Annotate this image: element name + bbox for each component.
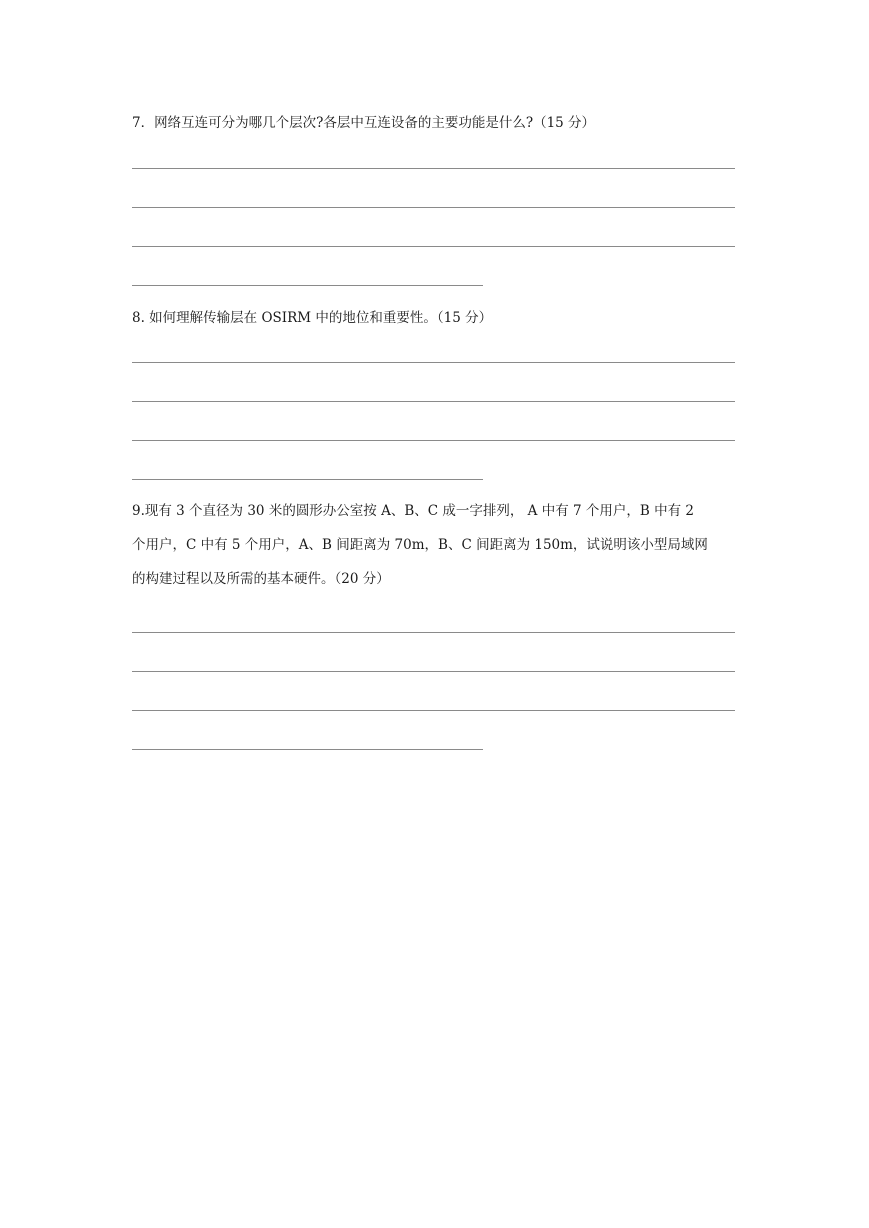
answer-line xyxy=(132,246,735,247)
question-9-text-line-2: 个用户，C 中有 5 个用户，A、B 间距离为 70m，B、C 间距离为 150m，试说明该小型局域网 xyxy=(132,537,708,553)
answer-line xyxy=(132,285,483,286)
question-9 xyxy=(132,494,742,596)
answer-line xyxy=(132,749,483,750)
question-7-text: 7．网络互连可分为哪几个层次?各层中互连设备的主要功能是什么?（15 分） xyxy=(132,115,596,131)
answer-line xyxy=(132,401,735,402)
answer-line xyxy=(132,168,735,169)
answer-line xyxy=(132,479,483,480)
answer-line xyxy=(132,207,735,208)
question-8 xyxy=(132,301,742,335)
answer-line xyxy=(132,632,735,633)
answer-line xyxy=(132,440,735,441)
question-9-text-line-1: 9.现有 3 个直径为 30 米的圆形办公室按 A、B、C 成一字排列， A 中有 7 个用户，B 中有 2 xyxy=(132,503,694,519)
answer-line xyxy=(132,710,735,711)
answer-line xyxy=(132,671,735,672)
question-8-text: 8. 如何理解传输层在 OSIRM 中的地位和重要性。（15 分） xyxy=(132,310,493,326)
question-7 xyxy=(132,106,742,140)
question-9-text-line-3: 的构建过程以及所需的基本硬件。（20 分） xyxy=(132,571,390,587)
answer-line xyxy=(132,362,735,363)
